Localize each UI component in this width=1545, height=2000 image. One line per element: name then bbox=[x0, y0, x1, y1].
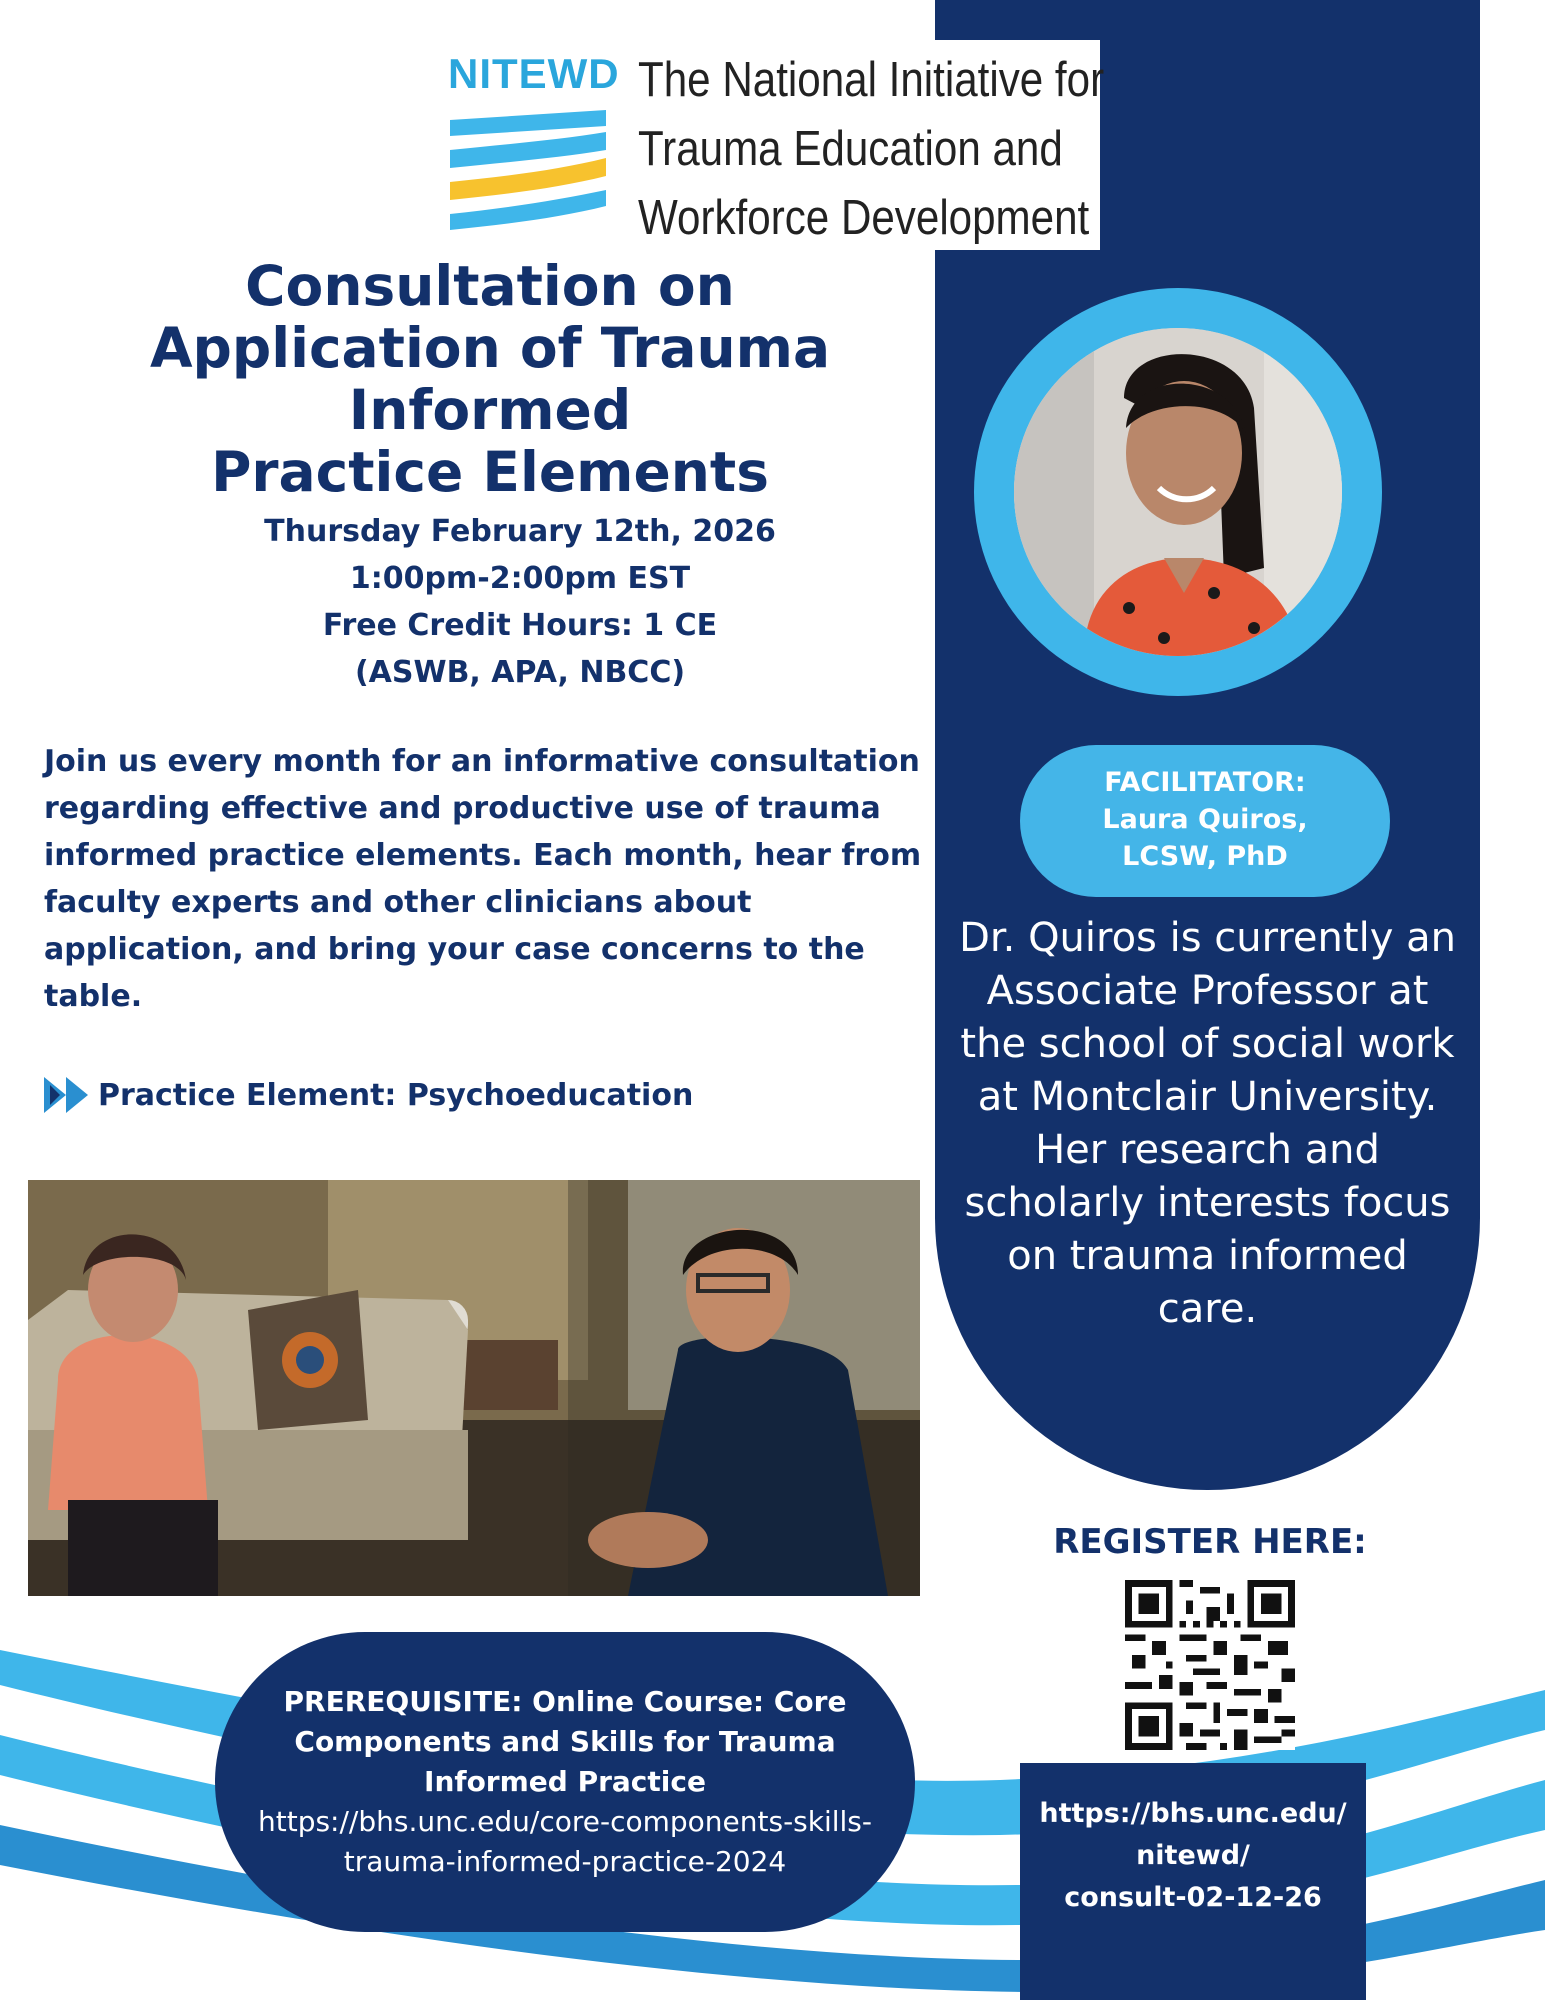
logo-waves-icon bbox=[448, 110, 608, 240]
register-url-line: consult-02-12-26 bbox=[1064, 1882, 1322, 1913]
prerequisite-title: PREREQUISITE: Online Course: Core Components and Skills for Trauma Informed Practice bbox=[283, 1685, 847, 1798]
event-credit: Free Credit Hours: 1 CE bbox=[322, 608, 718, 643]
register-link-box bbox=[1020, 1763, 1366, 2000]
title-line: Application of Trauma bbox=[149, 316, 831, 380]
event-time: 1:00pm-2:00pm EST bbox=[349, 561, 691, 596]
therapy-session-photo bbox=[28, 1180, 920, 1596]
logo-name-line: The National Initiative for bbox=[638, 53, 1105, 107]
logo-name-line: Trauma Education and bbox=[638, 122, 1063, 176]
event-details bbox=[170, 508, 870, 696]
title-line: Informed bbox=[348, 378, 632, 442]
event-date: Thursday February 12th, 2026 bbox=[264, 514, 776, 549]
title-line: Practice Elements bbox=[211, 440, 769, 504]
register-url-line: https://bhs.unc.edu/ bbox=[1039, 1798, 1347, 1829]
register-link[interactable] bbox=[1020, 1793, 1366, 1919]
prerequisite-banner bbox=[215, 1632, 915, 1932]
title-line: Consultation on bbox=[245, 254, 735, 318]
logo-acronym: NITEWD bbox=[448, 50, 620, 97]
facilitator-photo bbox=[1014, 328, 1342, 656]
practice-element bbox=[42, 1073, 693, 1117]
logo-name-line: Workforce Development bbox=[638, 191, 1090, 245]
facilitator-name: Laura Quiros, bbox=[1102, 804, 1308, 835]
event-accreditors: (ASWB, APA, NBCC) bbox=[354, 655, 686, 690]
prerequisite-link[interactable]: https://bhs.unc.edu/core-components-skills-trauma-informed-practice-2024 bbox=[257, 1805, 873, 1878]
facilitator-label: FACILITATOR: bbox=[1104, 767, 1306, 798]
facilitator-credentials: LCSW, PhD bbox=[1122, 841, 1288, 872]
event-description: Join us every month for an informative consultation regarding effective and productive use of trauma informed practice elements. Each month, hear from faculty experts and other clinicians about application, and bring your case concerns to the table. bbox=[44, 744, 922, 1014]
registration-qr-code[interactable] bbox=[1125, 1580, 1295, 1750]
register-heading: REGISTER HERE: bbox=[1053, 1522, 1367, 1562]
practice-element-label: Practice Element: Psychoeducation bbox=[98, 1077, 694, 1113]
nitewd-logo bbox=[438, 40, 1105, 250]
double-arrow-icon bbox=[42, 1075, 94, 1115]
register-url-line: nitewd/ bbox=[1136, 1840, 1250, 1871]
facilitator-badge bbox=[1020, 745, 1390, 897]
logo-organization-name bbox=[638, 46, 1105, 253]
event-title bbox=[100, 255, 880, 503]
facilitator-bio: Dr. Quiros is currently an Associate Professor at the school of social work at Montclair University. Her research and scholarly interests focus on trauma informed care. bbox=[959, 915, 1456, 1332]
